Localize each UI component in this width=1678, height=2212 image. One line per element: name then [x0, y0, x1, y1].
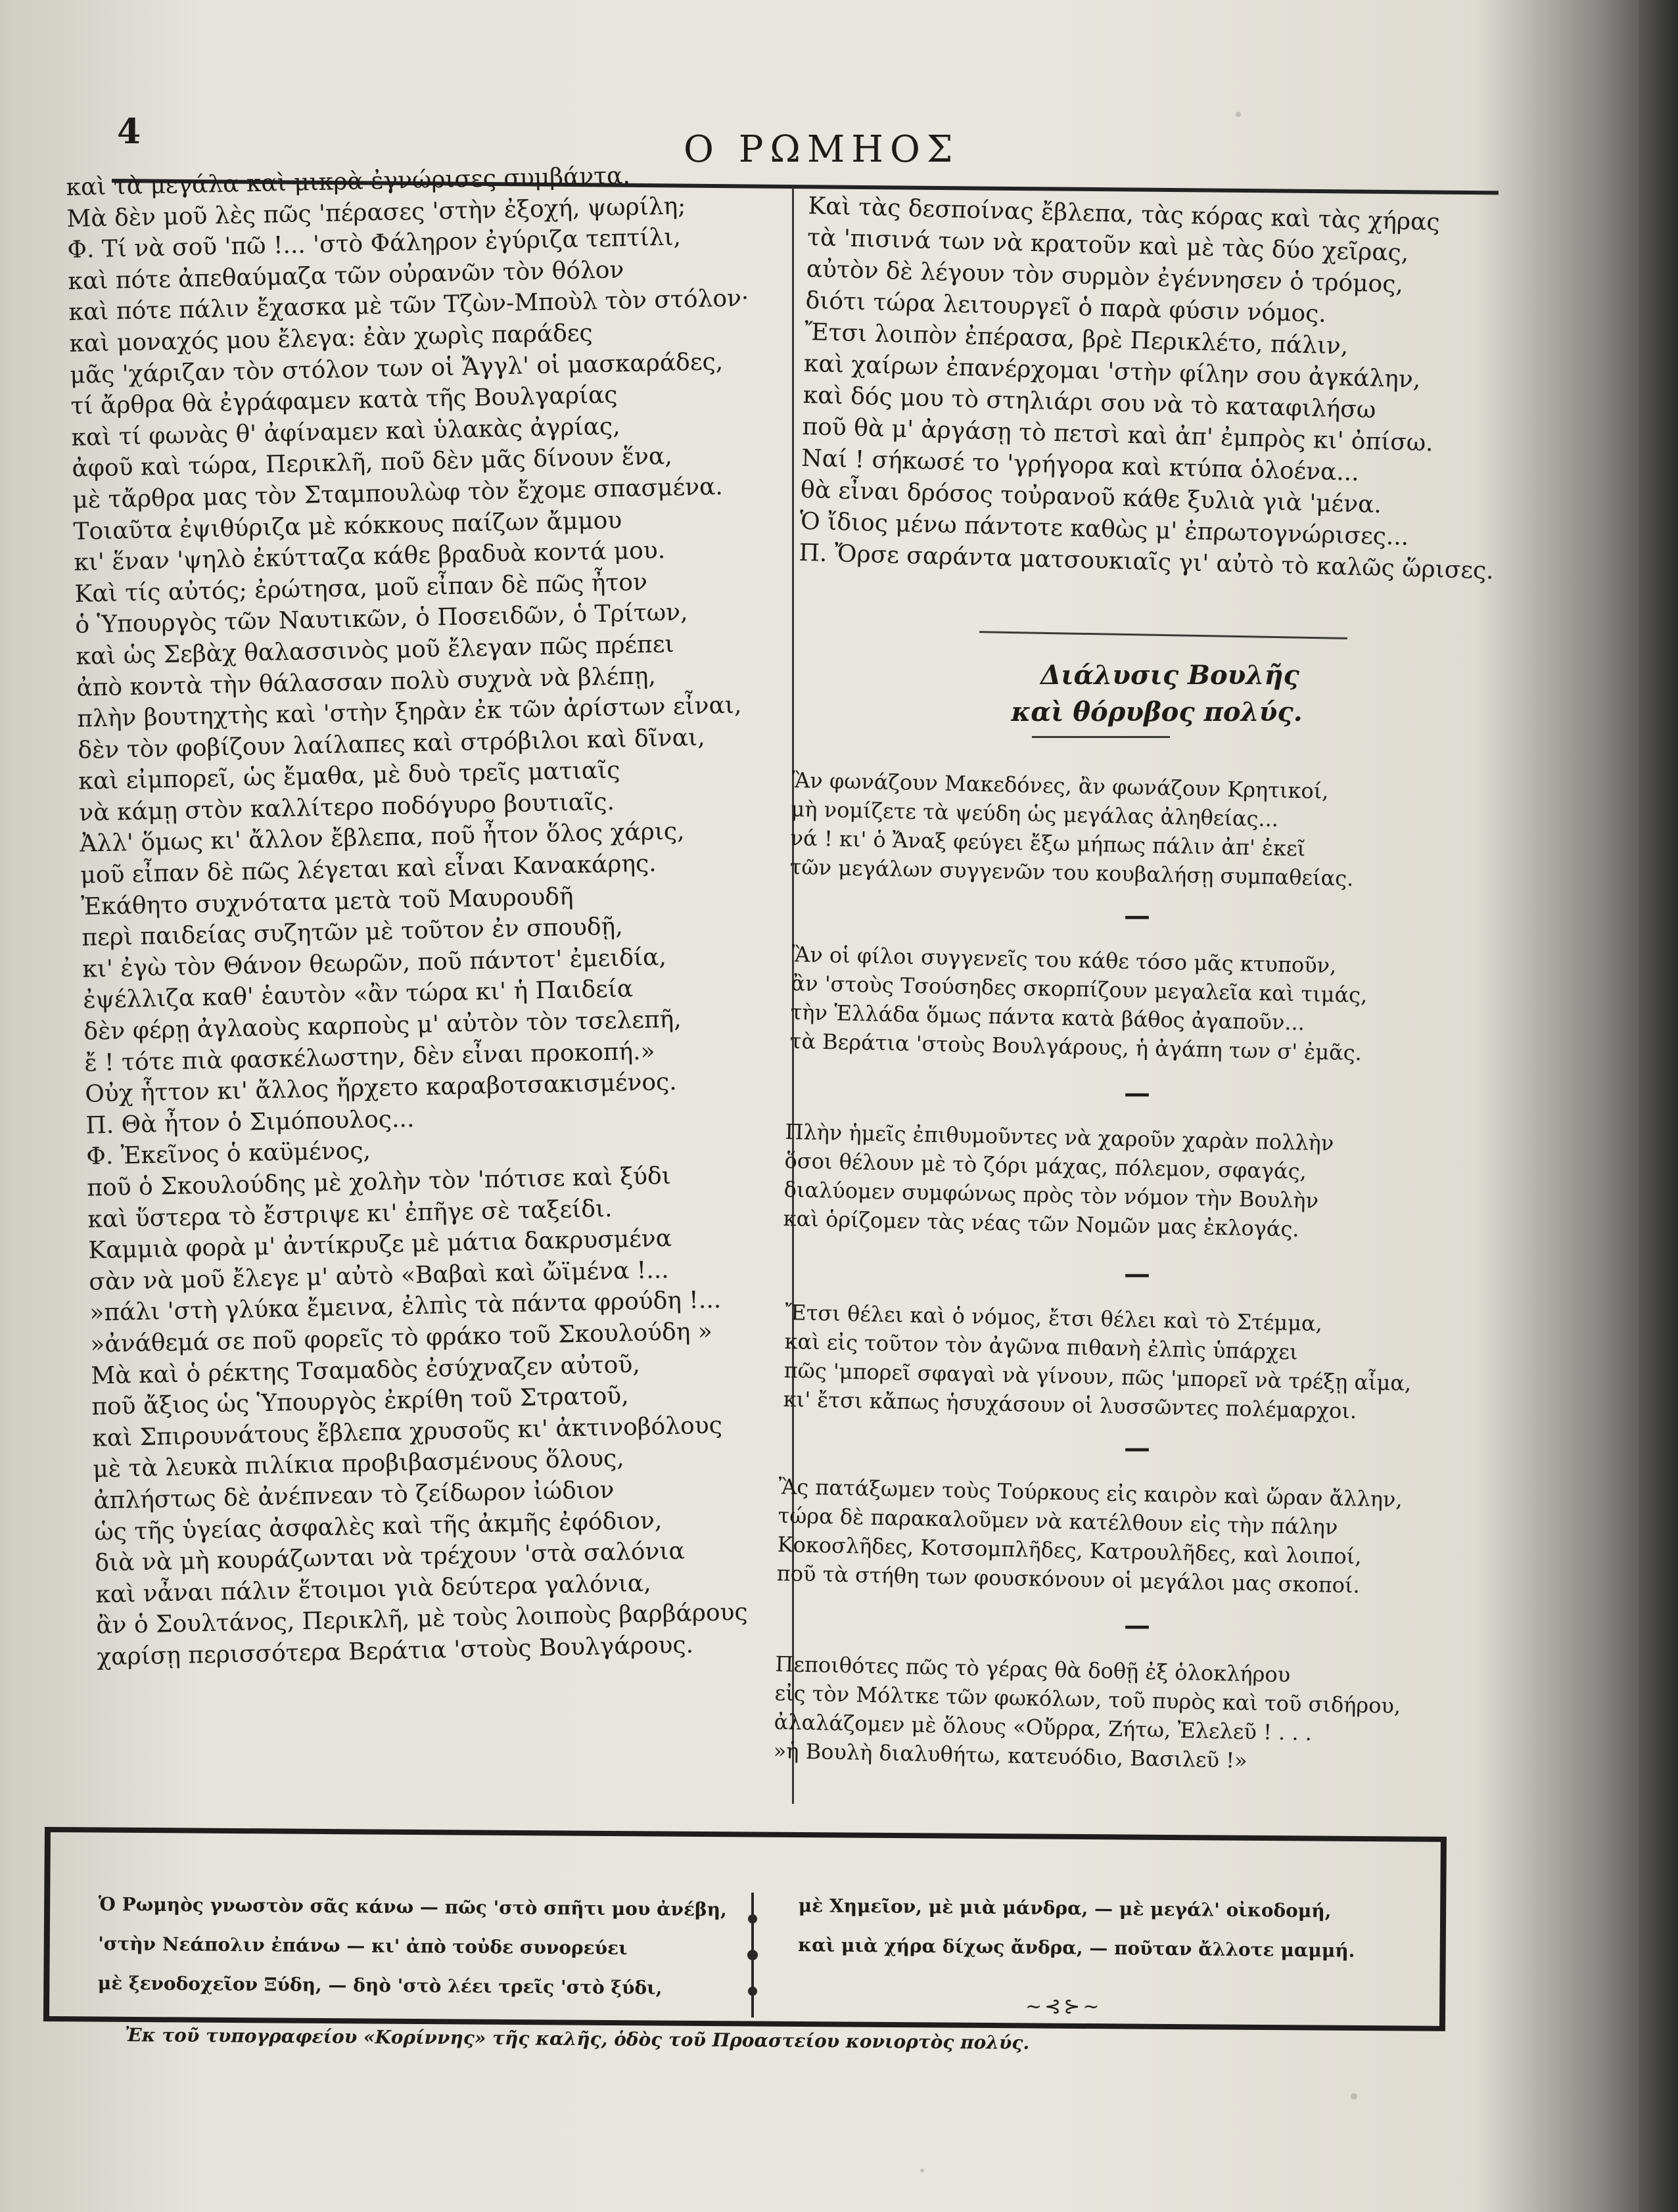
stanza-line: τῶν μεγάλων συγγενῶν του κουβαλήσῃ συμπαθείας.: [789, 854, 1354, 891]
stanza: [783, 1117, 1334, 1244]
newspaper-title: Ο ΡΩΜΗΟΣ: [684, 128, 960, 171]
heading-underline: [1032, 736, 1170, 738]
verse-line: τί ἄρθρα θὰ ἐγράφαμεν κατὰ τῆς Βουλγαρίας: [70, 381, 618, 421]
stanza-line: Ἂν φωνάζουν Μακεδόνες, ἂν φωνάζουν Κρητικοί,: [791, 767, 1329, 804]
verse-line: τὰ 'πισινά των νὰ κρατοῦν καὶ μὲ τὰς δύο χεῖρας,: [806, 223, 1409, 267]
section-divider: [979, 631, 1347, 639]
verse-line: ποῦ ἄξιος ὡς Ὑπουργὸς ἐκρίθη τοῦ Στρατοῦ,: [91, 1382, 630, 1421]
verse-line: αὐτὸν δὲ λέγουν τὸν συρμὸν ἐγέννησεν ὁ τρόμος,: [806, 255, 1404, 298]
verse-line: ἂν ὁ Σουλτάνος, Περικλῆ, μὲ τοὺς λοιποὺς βαρβάρους: [95, 1599, 749, 1640]
verse-line: Π. Ὄρσε σαράντα ματσουκιαῖς γι' αὐτὸ τὸ καλῶς ὥρισες.: [799, 539, 1495, 585]
verse-line: μὲ τἄρθρα μας τὸν Σταμπουλὼφ τὸν ἔχομε σπασμένα.: [72, 473, 724, 514]
verse-line: νὰ κάμῃ στὸν καλλίτερο ποδόγυρο βουτιαῖς.: [78, 788, 615, 827]
stanza-line: διαλύομεν συμφώνως πρὸς τὸν νόμον τὴν Βουλὴν: [783, 1176, 1319, 1214]
notice-line: μὲ ξενοδοχεῖον Ξύδη, — δηὸ 'στὸ λέει τρεῖς 'στὸ ξύδι,: [97, 1971, 663, 1999]
stanza-line: Κοκοσλῆδες, Κοτσομπλῆδες, Κατρουλῆδες, καὶ λοιποί,: [777, 1531, 1362, 1569]
stanza-line: Πεποιθότες πῶς τὸ γέρας θὰ δοθῇ ἐξ ὁλοκλήρου: [775, 1651, 1291, 1688]
verse-line: ἀφοῦ καὶ τώρα, Περικλῆ, ποῦ δὲν μᾶς δίνουν ἕνα,: [72, 443, 673, 483]
verse-line: ἔ ! τότε πιὰ φασκέλωστην, δὲν εἶναι προκοπή.»: [83, 1038, 655, 1077]
verse-line: καὶ Σπιρουνάτους ἔβλεπα χρυσοῦς κι' ἀκτινοβόλους: [91, 1412, 723, 1452]
printer-imprint: Ἐκ τοῦ τυπογραφείου «Κορίννης» τῆς καλῆς, ὁδὸς τοῦ Προαστείου κονιορτὸς πολύς.: [124, 2024, 1030, 2054]
vertical-ornament-icon: [746, 1893, 759, 2017]
stanza-separator: —: [1124, 1610, 1150, 1641]
stanza-line: Ἂς πατάξωμεν τοὺς Τούρκους εἰς καιρὸν καὶ ὥραν ἄλλην,: [778, 1473, 1403, 1512]
stanza-line: Ἂν οἱ φίλοι συγγενεῖς του κάθε τόσο μᾶς κτυποῦν,: [791, 941, 1337, 979]
stanza-line: τὴν Ἑλλάδα ὅμως πάντα κατὰ βάθος ἀγαποῦν...: [790, 999, 1305, 1036]
verse-line: δὲν φέρῃ ἀγλαοὺς καρποὺς μ' αὐτὸν τὸν τσελεπῆ,: [83, 1005, 682, 1046]
stanza-line: »ἡ Βουλὴ διαλυθήτω, κατευόδιο, Βασιλεῦ !»: [773, 1738, 1247, 1774]
verse-line: μᾶς 'χάριζαν τὸν στόλον των οἱ Ἄγγλ' οἱ μασκαράδες,: [70, 348, 724, 389]
verse-line: Ἀλλ' ὅμως κι' ἄλλον ἔβλεπα, ποῦ ἦτον ὅλος χάρις,: [79, 818, 685, 858]
right-column-poem: [799, 191, 1503, 587]
stanza-line: μὴ νομίζετε τὰ ψεύδη ὡς μεγάλας ἀληθείας...: [791, 796, 1279, 832]
stanza-line: καὶ ὁρίζομεν τὰς νέας τῶν Νομῶν μας ἐκλογάς.: [783, 1205, 1299, 1242]
verse-line: Π. Θὰ ἦτον ὁ Σιμόπουλος...: [85, 1105, 415, 1140]
stanza-line: πῶς 'μπορεῖ σφαγαὶ νὰ γίνουν, πῶς 'μπορεῖ νὰ τρέξῃ αἷμα,: [783, 1357, 1412, 1396]
stanza-line: ἀλαλάζομεν μὲ ὅλους «Οὔρρα, Ζήτω, Ἐλελεῦ ! . . .: [774, 1709, 1313, 1746]
verse-line: καὶ ὕστερα τὸ ἔστριψε κι' ἐπῆγε σὲ ταξείδι.: [87, 1195, 613, 1233]
verse-line: ὁ Ὑπουργὸς τῶν Ναυτικῶν, ὁ Ποσειδῶν, ὁ Τρίτων,: [75, 599, 688, 639]
verse-line: καὶ τί φωνὰς θ' ἀφίναμεν καὶ ὑλακὰς ἀγρίας,: [71, 413, 620, 451]
verse-line: Καὶ τὰς δεσποίνας ἔβλεπα, τὰς κόρας καὶ τὰς χήρας: [807, 192, 1441, 237]
verse-line: Μὰ καὶ ὁ ρέκτης Τσαμαδὸς ἐσύχναζεν αὐτοῦ,: [90, 1350, 641, 1390]
verse-line: »ἀνάθεμά σε ποῦ φορεῖς τὸ φράκο τοῦ Σκουλούδη »: [89, 1318, 713, 1358]
verse-line: Τοιαῦτα ἐψιθύριζα μὲ κόκκους παίζων ἄμμου: [73, 506, 622, 545]
decorative-flourish: ~⊰⊱~: [1025, 1995, 1102, 2018]
stanza: [776, 1472, 1403, 1601]
notice-line: 'στὴν Νεάπολιν ἐπάνω — κι' ἀπὸ τοὐδε συνορεύει: [98, 1932, 628, 1960]
verse-line: διότι τώρα λειτουργεῖ ὁ παρὰ φύσιν νόμος.: [805, 287, 1327, 328]
stanza-line: νά ! κι' ὁ Ἄναξ φεύγει ἔξω μήπως πάλιν ἀπ' ἐκεῖ: [790, 825, 1306, 862]
verse-line: μὲ τὰ λευκὰ πιλίκια προβιβασμένους ὅλους,: [92, 1444, 625, 1483]
page-number: 4: [117, 112, 141, 152]
verse-line: Ναί ! σήκωσέ το 'γρήγορα καὶ κτύπα ὁλοένα...: [801, 444, 1360, 487]
stanza: [789, 940, 1368, 1067]
verse-line: καὶ εἰμπορεῖ, ὡς ἔμαθα, μὲ δυὸ τρεῖς ματιαῖς: [78, 756, 620, 796]
stanza-line: Ἔτσι θέλει καὶ ὁ νόμος, ἔτσι θέλει καὶ τὸ Στέμμα,: [785, 1299, 1323, 1337]
stanza: [789, 766, 1355, 893]
stanza-separator: —: [1124, 1078, 1150, 1109]
notice-right-column: [798, 1886, 1356, 1971]
verse-line: Οὐχ ἧττον κι' ἄλλος ἤρχετο καραβοτσακισμένος.: [84, 1069, 678, 1108]
stanza: [783, 1298, 1412, 1427]
verse-line: κι' ἐγὼ τὸν Θάνον θεωρῶν, ποῦ πάντοτ' ἐμειδία,: [82, 943, 667, 983]
verse-line: δὲν τὸν φοβίζουν λαίλαπες καὶ στρόβιλοι καὶ δῖναι,: [78, 724, 705, 764]
stanza-line: Πλὴν ἡμεῖς ἐπιθυμοῦντες νὰ χαροῦν χαρὰν πολλὴν: [785, 1118, 1334, 1156]
verse-line: Φ. Τί νὰ σοῦ 'πῶ !... 'στὸ Φάληρον ἐγύριζα τεπτίλι,: [67, 223, 682, 264]
left-column: [66, 158, 778, 1673]
stanza-line: κι' ἔτσι κἄπως ἡσυχάσουν οἱ λυσσῶντες πολέμαρχοι.: [783, 1386, 1357, 1424]
verse-line: πλὴν βουτηχτὴς καὶ 'στὴν ξηρὰν ἐκ τῶν ἀρίστων εἶναι,: [77, 691, 742, 733]
verse-line: καὶ τὰ μεγάλα καὶ μικρὰ ἐγνώρισες συμβάντα.: [66, 162, 631, 201]
print-speck: [920, 2169, 924, 2173]
verse-line: Ἐκάθητο συχνότατα μετὰ τοῦ Μαυρουδῆ: [80, 883, 574, 921]
stanza-line: ἂν 'στοὺς Τσούσηδες σκορπίζουν μεγαλεῖα καὶ τιμάς,: [791, 970, 1368, 1008]
verse-line: Φ. Ἐκεῖνος ὁ καϋμένος,: [85, 1138, 371, 1171]
verse-line: περὶ παιδείας συζητῶν μὲ τοῦτον ἐν σπουδῇ,: [81, 913, 623, 952]
verse-line: ἀπλήστως δὲ ἀνέπνεαν τὸ ζείδωρον ἰώδιον: [93, 1476, 615, 1515]
verse-line: καὶ ὡς Σεβὰχ θαλασσινὸς μοῦ ἔλεγαν πῶς πρέπει: [76, 630, 674, 670]
notice-line: μὲ Χημεῖον, μὲ μιὰ μάνδρα, — μὲ μεγάλ' οἰκοδομή,: [798, 1894, 1332, 1922]
verse-line: »πάλι 'στὴ γλύκα ἔμεινα, ἐλπὶς τὰ πάντα φρούδη !...: [89, 1286, 722, 1327]
verse-line: ἀπὸ κοντὰ τὴν θάλασσαν πολὺ συχνὰ νὰ βλέπῃ,: [76, 662, 657, 702]
verse-line: καὶ νἆναι πάλιν ἕτοιμοι γιὰ δεύτερα γαλόνια,: [95, 1569, 651, 1609]
stanza-separator: —: [1124, 900, 1150, 931]
stanza: [773, 1649, 1401, 1778]
verse-line: χαρίσῃ περισσότερα Βεράτια 'στοὺς Βουλγάρους.: [96, 1631, 694, 1671]
verse-line: καὶ πότε ἀπεθαύμαζα τῶν οὐρανῶν τὸν θόλον: [68, 256, 624, 295]
verse-line: καὶ δός μου τὸ στηλιάρι σου νὰ τὸ καταφιλήσω: [803, 381, 1376, 424]
verse-line: Ἔτσι λοιπὸν ἐπέρασα, βρὲ Περικλέτο, πάλιν,: [804, 318, 1349, 360]
verse-line: ποῦ θὰ μ' ἀργάσῃ τὸ πετσὶ καὶ ἀπ' ἐμπρὸς κι' ὀπίσω.: [802, 413, 1434, 457]
verse-line: Ὁ ἴδιος μένω πάντοτε καθὼς μ' ἐπρωτογνώρισες...: [799, 507, 1409, 551]
stanza-line: τώρα δὲ παρακαλοῦμεν νὰ κατέλθουν εἰς τὴν πάλην: [778, 1502, 1338, 1540]
stanza-line: ὅσοι θέλουν μὲ τὸ ζόρι μάχας, πόλεμον, σφαγάς,: [784, 1147, 1307, 1184]
print-speck: [1236, 112, 1241, 117]
verse-line: ποῦ ὁ Σκουλούδης μὲ χολὴν τὸν 'πότισε καὶ ξύδι: [86, 1163, 672, 1202]
verse-line: Μὰ δὲν μοῦ λὲς πῶς 'πέρασες 'στὴν ἐξοχή, ψωρίλη;: [66, 192, 686, 233]
stanza-line: εἰς τὸν Μόλτκε τῶν φωκόλων, τοῦ πυρὸς καὶ τοῦ σιδήρου,: [774, 1680, 1401, 1718]
stanza-line: καὶ εἰς τοῦτον τὸν ἀγῶνα πιθανὴ ἐλπὶς ὑπάρχει: [784, 1328, 1298, 1365]
verse-line: ὡς τῆς ὑγείας ἀσφαλὲς καὶ τῆς ἀκμῆς ἐφόδιον,: [93, 1506, 663, 1546]
page-edge-shadow: [1639, 0, 1678, 2212]
article-title: Διάλυσις Βουλῆς: [1040, 660, 1299, 691]
notice-line: καὶ μιὰ χήρα δίχως ἄνδρα, — ποῦταν ἄλλοτε μαμμή.: [797, 1933, 1355, 1962]
verse-line: διὰ νὰ μὴ κουράζωνται νὰ τρέχουν 'στὰ σαλόνια: [94, 1537, 686, 1577]
verse-line: Καὶ τίς αὐτός; ἐρώτησα, μοῦ εἶπαν δὲ πῶς ἦτον: [74, 568, 648, 608]
verse-line: ἐψέλλιζα καθ' ἑαυτὸν «ἂν τώρα κι' ἡ Παιδεία: [82, 975, 634, 1015]
verse-line: καὶ χαίρων ἐπανέρχομαι 'στὴν φίλην σου ἀγκάλην,: [803, 350, 1421, 394]
verse-line: κι' ἕναν 'ψηλὸ ἐκύτταζα κάθε βραδυὰ κοντά μου.: [74, 537, 666, 576]
stanza-separator: —: [1124, 1433, 1150, 1463]
verse-line: μοῦ εἶπαν δὲ πῶς λέγεται καὶ εἶναι Κανακάρης.: [80, 850, 657, 889]
verse-line: καὶ πότε πάλιν ἔχασκα μὲ τῶν Τζὼν-Μποὺλ τὸν στόλον·: [68, 285, 749, 327]
notice-line: Ὁ Ρωμηὸς γνωστὸν σᾶς κάνω — πῶς 'στὸ σπῆτι μου ἀνέβη,: [98, 1893, 727, 1921]
verse-line: καὶ μοναχός μου ἔλεγα: ἐὰν χωρὶς παράδες: [69, 319, 593, 357]
verse-line: θὰ εἶναι δρόσος τοὐρανοῦ κάθε ξυλιὰ γιὰ 'μένα.: [800, 476, 1382, 518]
article-subtitle: καὶ θόρυβος πολύς.: [1011, 697, 1303, 727]
article-heading: [973, 657, 1367, 731]
verse-line: Καμμιὰ φορὰ μ' ἀντίκρυζε μὲ μάτια δακρυσμένα: [87, 1225, 672, 1264]
stanza-line: ποῦ τὰ στήθη των φουσκόνουν οἱ μεγάλοι μας σκοποί.: [776, 1560, 1361, 1598]
stanza-separator: —: [1124, 1258, 1150, 1289]
stanza-line: τὰ Βεράτια 'στοὺς Βουλγάρους, ἡ ἀγάπη των σ' ἐμᾶς.: [789, 1028, 1363, 1066]
print-speck: [1351, 2093, 1357, 2100]
verse-line: σὰν νὰ μοῦ ἔλεγε μ' αὐτὸ «Βαβαὶ καὶ ὤϊμένα !...: [88, 1256, 670, 1296]
notice-left-column: [97, 1885, 727, 2008]
